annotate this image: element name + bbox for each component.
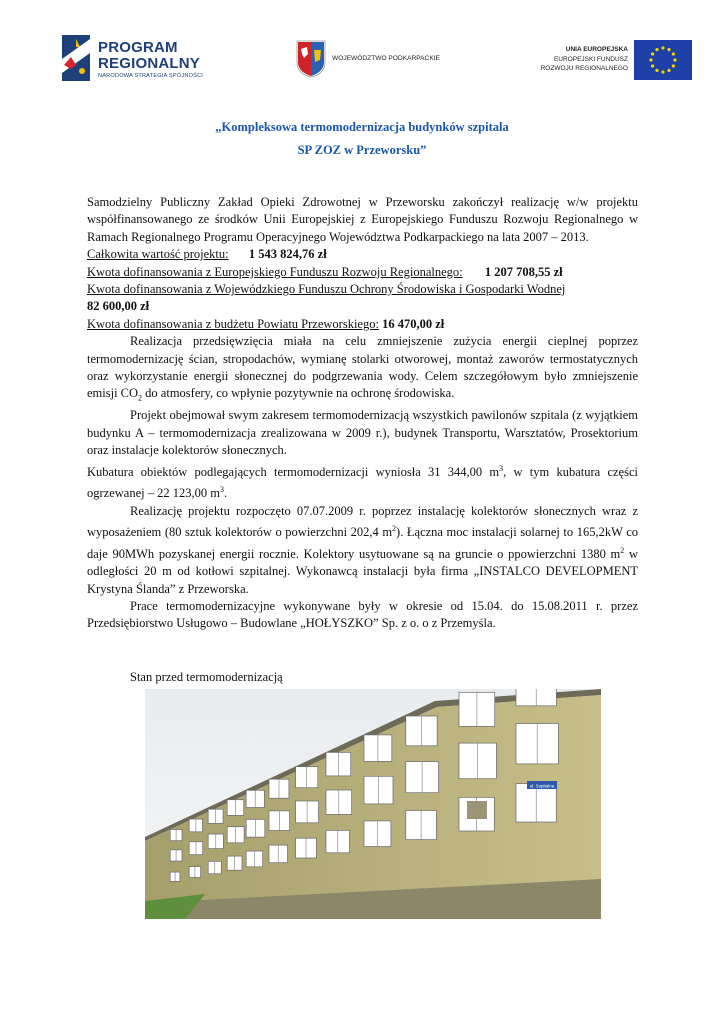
solar-text-c: w odległości 20 m od kotłowi szpitalnej. Wykonawcą instalacji była firma „INSTALCO DEVELOPMENT Krystyna Ślanda” z Przeworska. — [87, 546, 639, 596]
paragraph-scope: Projekt obejmował swym zakresem termomodernizacją wszystkich pawilonów szpitala (z wyjątkiem budynku A – termomodernizacja zrealizowana w 2009 r.), budynek Transportu, Warsztatów, Prosektorium oraz instalacje kolektorów słonecznych. — [87, 408, 638, 458]
wfos-label: Kwota dofinansowania z Wojewódzkiego Funduszu Ochrony Środowiska i Gospodarki Wodnej — [87, 282, 566, 297]
eu-star-icon — [651, 52, 654, 55]
photo-caption: Stan przed termomodernizacją — [130, 670, 283, 684]
paragraph-works: Prace termomodernizacyjne wykonywane były w okresie od 15.04. do 15.08.2011 r. przez Przedsiębiorstwo Usługowo – Budowlane „HOŁYSZKO” Sp. z o. o z Przemyśla. — [87, 599, 638, 631]
program-text-2: REGIONALNY — [98, 55, 201, 72]
volume-text-b: , w tym kubatura części ogrzewanej – 22 123,00 m — [87, 464, 638, 501]
wfos-amount: 82 600,00 zł — [87, 299, 150, 314]
solar-sup-1: 2 — [392, 524, 397, 534]
total-value-line — [87, 246, 638, 263]
ue-text — [541, 45, 628, 74]
wojewodztwo-logo — [296, 40, 466, 80]
total-value-label: Całkowita wartość projektu: — [87, 247, 229, 262]
solar-text-b: ). Łączna moc instalacji solarnej to 165,2kW co daje 90MWh pozyskanej energii rocznie. Kolektory usytuowane są na gruncie o ppowierzchni 1380 m — [87, 525, 638, 561]
eu-star-icon — [651, 64, 654, 67]
eu-star-icon — [673, 58, 676, 61]
intro-paragraph: Samodzielny Publiczny Zakład Opieki Zdrowotnej w Przeworsku zakończył realizację w/w projektu współfinansowanego ze środków Unii Europejskiej z Europejskiego Funduszu Rozwoju Regionalnego w Ramach Regionalnego Programu Operacyjnego Województwa Podkarpackiego na lata 2007 – 2013. — [87, 195, 638, 244]
document-body — [87, 194, 638, 633]
program-regionalny-logo — [62, 35, 222, 87]
program-text-3: NARODOWA STRATEGIA SPÓJNOŚCI — [98, 73, 204, 79]
volume-text-a: Kubatura obiektów podlegających termomodernizacji wyniosła 31 344,00 m — [87, 464, 500, 479]
coat-of-arms-icon — [296, 40, 326, 78]
eu-star-icon — [655, 48, 658, 51]
efrr-label: Kwota dofinansowania z Europejskiego Funduszu Rozwoju Regionalnego: — [87, 264, 463, 279]
efrr-amount: 1 207 708,55 zł — [484, 264, 563, 279]
hospital-building-photo — [145, 689, 601, 919]
unia-europejska-logo — [530, 40, 692, 82]
solar-sup-2: 2 — [620, 545, 625, 555]
program-text-1: PROGRAM — [98, 39, 178, 56]
powiat-line — [87, 316, 638, 333]
paragraph-goal-text-b: do atmosfery, co wpłynie pozytywnie na ochronę środowiska. — [142, 386, 455, 401]
document-title-line2: SP ZOZ w Przeworsku” — [297, 143, 427, 157]
eu-star-icon — [672, 64, 675, 67]
eu-star-icon — [667, 48, 670, 51]
volume-sup-1: 3 — [499, 463, 504, 473]
efrr-line — [87, 264, 638, 281]
powiat-amount: 16 470,00 zł — [382, 316, 445, 331]
paragraph-goal-text-a: Realizacja przedsięwzięcia miała na celu zmniejszenie zużycia energii cieplnej poprzez termomodernizację ścian, stropodachów, wymianę stolarki otworowej, montaż zaworów termostatycznych oraz wykorzystanie energii słonecznej do podgrzewania wody. Celem szczegółowym było zmniejszenie emisji CO — [87, 334, 638, 401]
eu-star-icon — [672, 52, 675, 55]
eu-flag-icon — [634, 40, 692, 80]
volume-text-c: . — [223, 486, 228, 501]
program-flag-icon — [62, 35, 90, 81]
eu-star-icon — [667, 69, 670, 72]
ue-text-1: UNIA EUROPEJSKA — [565, 46, 628, 53]
eu-star-icon — [655, 69, 658, 72]
volume-sup-2: 3 — [219, 485, 224, 495]
eu-star-icon — [649, 58, 652, 61]
document-title-line1: „Kompleksowa termomodernizacja budynków szpitala — [215, 120, 509, 134]
eu-star-icon — [661, 70, 664, 73]
ue-text-2: EUROPEJSKI FUNDUSZ — [553, 55, 628, 63]
street-sign-text: ul. Szpitalna — [529, 783, 555, 789]
powiat-label: Kwota dofinansowania z budżetu Powiatu Przeworskiego: — [87, 316, 379, 331]
solar-text-a: Realizację projektu rozpoczęto 07.07.2009 r. poprzez instalację kolektorów słonecznych wraz z wyposażeniem (80 sztuk kolektorów o powierzchni 202,4 m — [87, 503, 638, 540]
paragraph-volume — [87, 460, 638, 503]
paragraph-goal — [87, 333, 638, 407]
eu-star-icon — [661, 46, 664, 49]
paragraph-solar — [87, 503, 638, 598]
wojewodztwo-label: WOJEWÓDZTWO PODKARPACKIE — [332, 55, 440, 62]
ue-text-3: ROZWOJU REGIONALNEGO — [540, 65, 628, 72]
co2-subscript: 2 — [138, 393, 143, 403]
total-value-amount: 1 543 824,76 zł — [248, 247, 327, 262]
wfos-line — [87, 281, 638, 316]
